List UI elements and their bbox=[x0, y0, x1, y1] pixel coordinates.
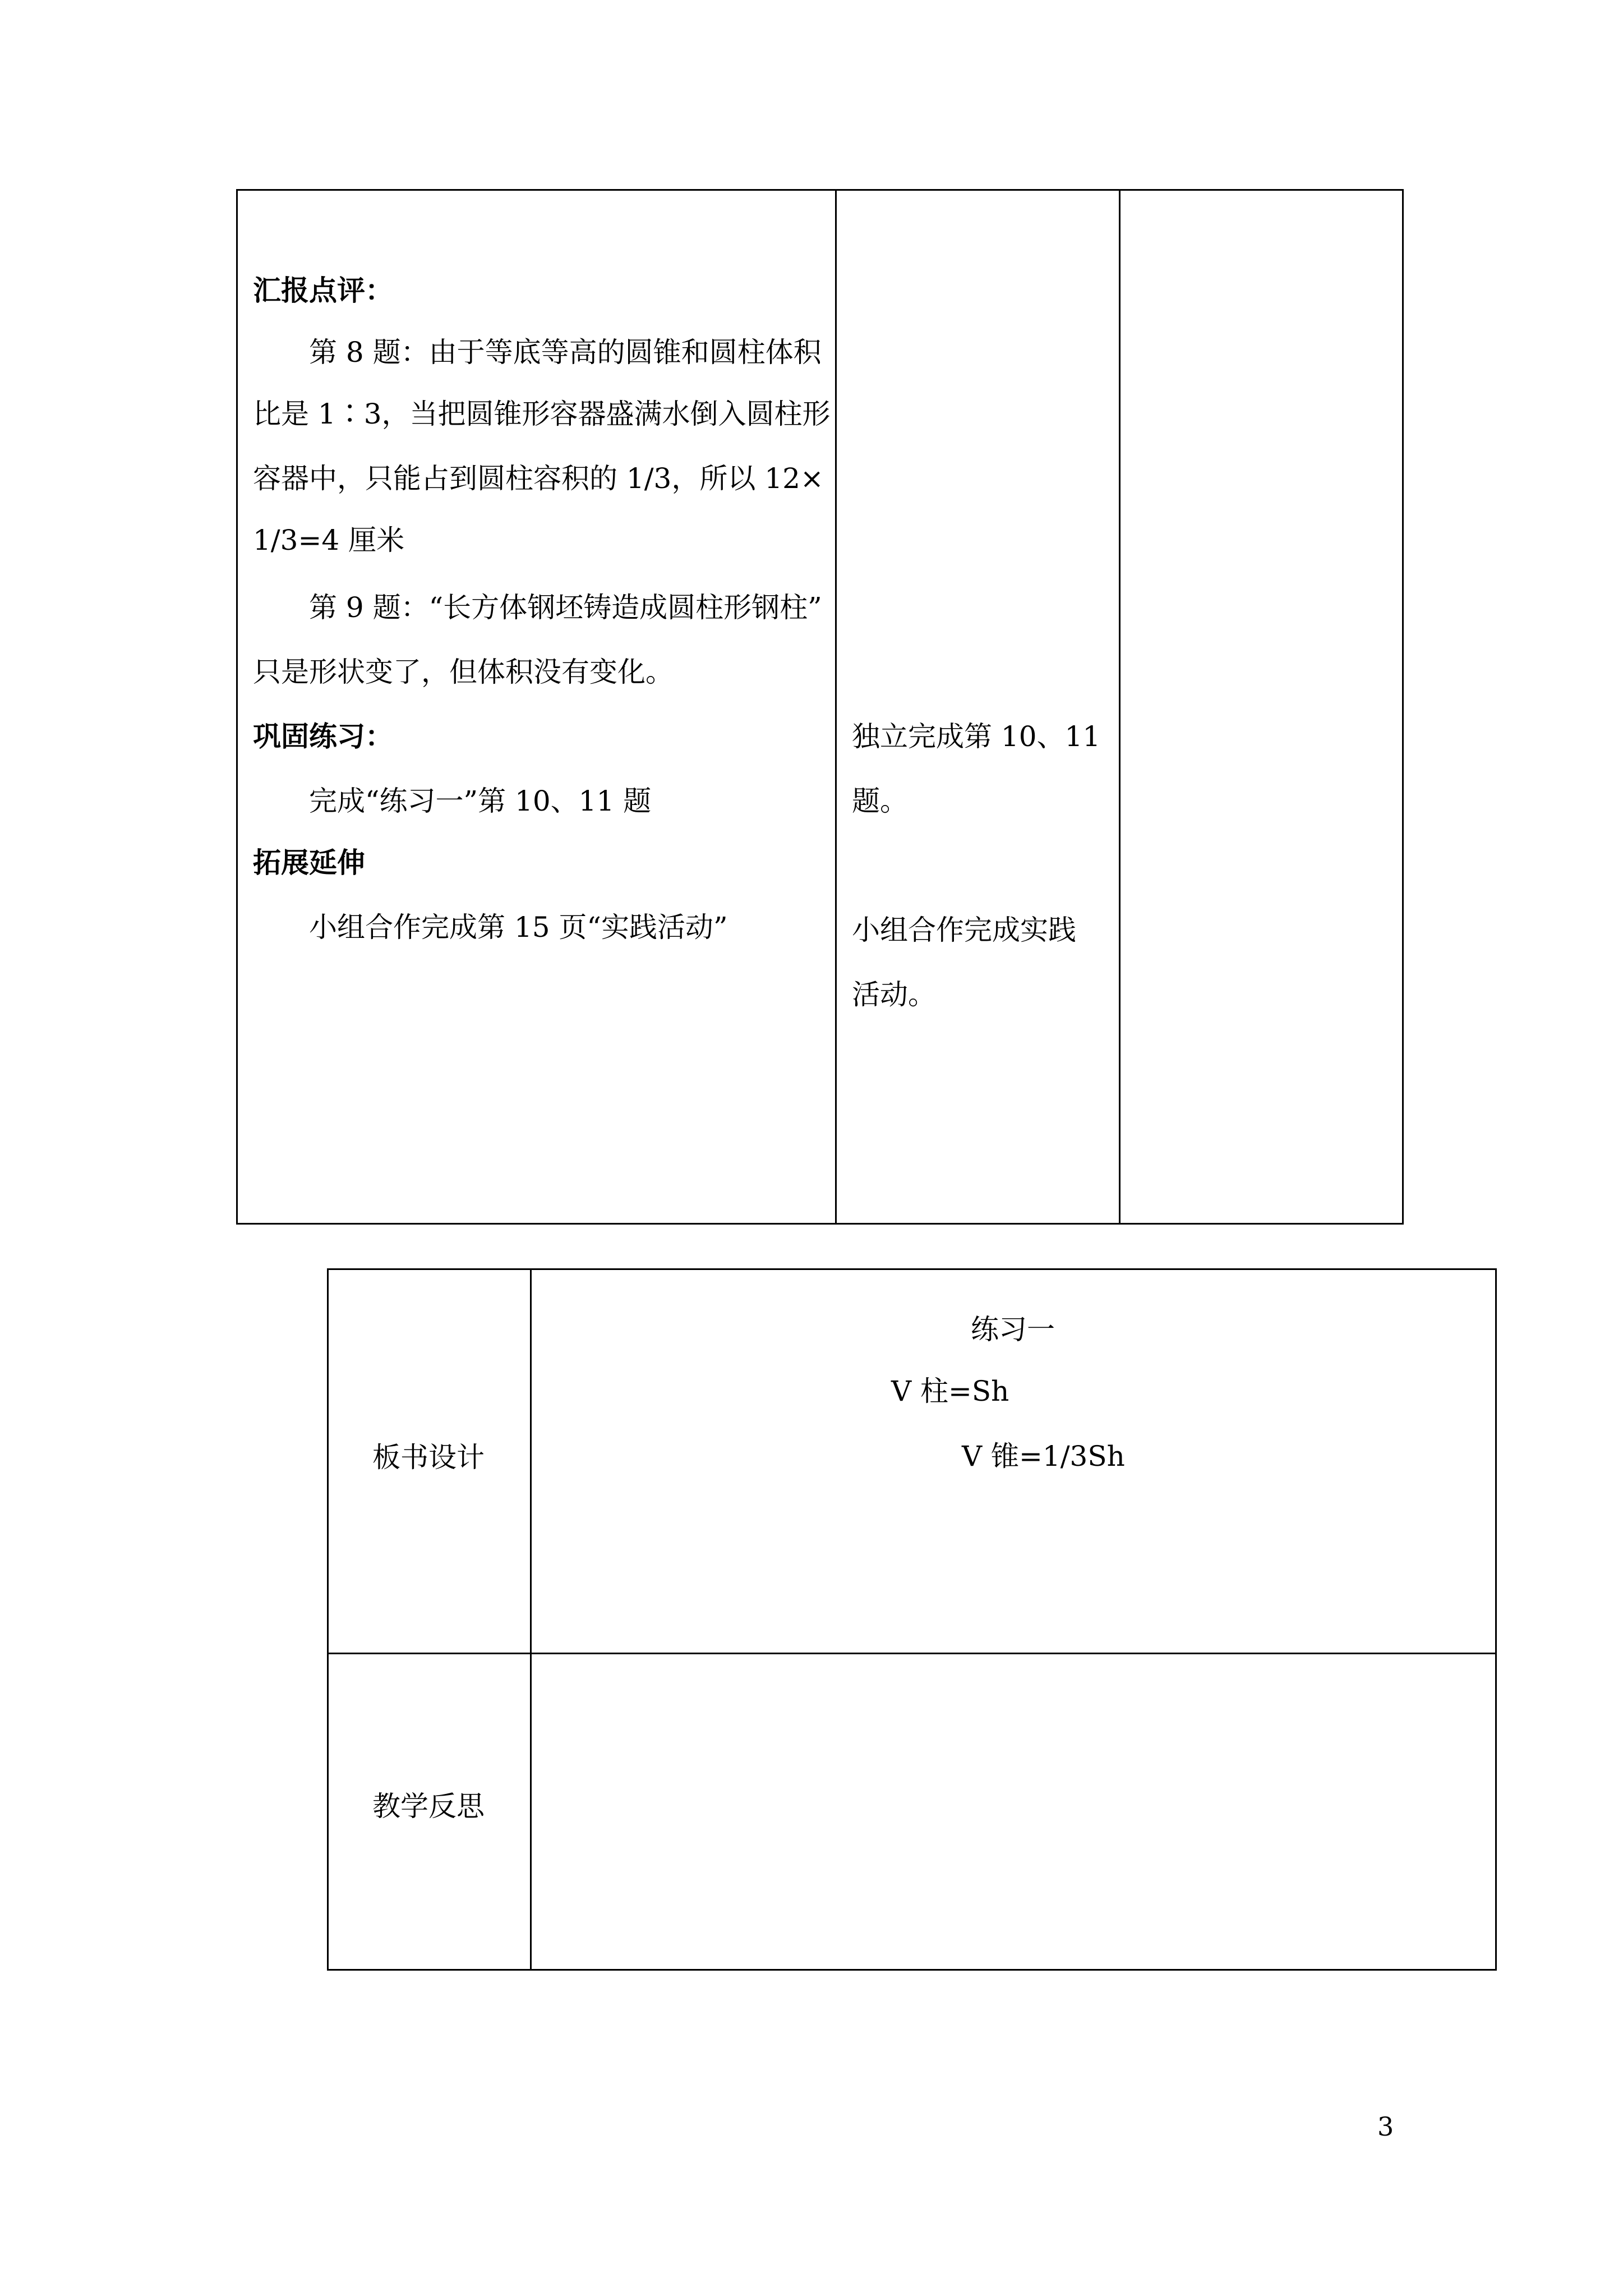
board-title: 练习一 bbox=[971, 1313, 1055, 1346]
activity-text-line: 比是 1∶3，当把圆锥形容器盛满水倒入圆柱形 bbox=[253, 398, 831, 430]
activity-text-line: 第 8 题：由于等底等高的圆锥和圆柱体积 bbox=[309, 336, 822, 369]
activity-text-line: 小组合作完成第 15 页“实践活动” bbox=[309, 911, 728, 944]
column-divider bbox=[530, 1270, 532, 1969]
section-heading-report-review: 汇报点评： bbox=[253, 274, 393, 307]
student-text-line: 活动。 bbox=[852, 978, 936, 1011]
activity-text-line: 1/3=4 厘米 bbox=[253, 524, 405, 556]
section-heading-consolidation: 巩固练习： bbox=[253, 720, 393, 753]
column-divider bbox=[835, 191, 837, 1223]
activity-text-line: 容器中，只能占到圆柱容积的 1/3，所以 12× bbox=[253, 462, 824, 495]
student-text-line: 独立完成第 10、11 bbox=[852, 720, 1101, 753]
formula-cylinder-volume: V 柱=Sh bbox=[891, 1375, 1009, 1407]
student-text-line: 题。 bbox=[852, 785, 908, 817]
activity-text-line: 完成“练习一”第 10、11 题 bbox=[309, 785, 652, 817]
teaching-reflection-label: 教学反思 bbox=[372, 1790, 485, 1823]
board-design-table bbox=[327, 1268, 1497, 1971]
student-text-line: 小组合作完成实践 bbox=[852, 914, 1076, 946]
board-design-label: 板书设计 bbox=[372, 1441, 485, 1474]
activity-text-line: 第 9 题：“长方体钢坯铸造成圆柱形钢柱” bbox=[309, 591, 822, 624]
activity-text-line: 只是形状变了，但体积没有变化。 bbox=[253, 656, 674, 688]
column-divider bbox=[1119, 191, 1121, 1223]
section-heading-extension: 拓展延伸 bbox=[253, 846, 365, 879]
row-divider bbox=[329, 1653, 1495, 1654]
lesson-table bbox=[236, 189, 1404, 1225]
formula-cone-volume: V 锥=1/3Sh bbox=[962, 1440, 1125, 1473]
page-number: 3 bbox=[1377, 2111, 1394, 2142]
